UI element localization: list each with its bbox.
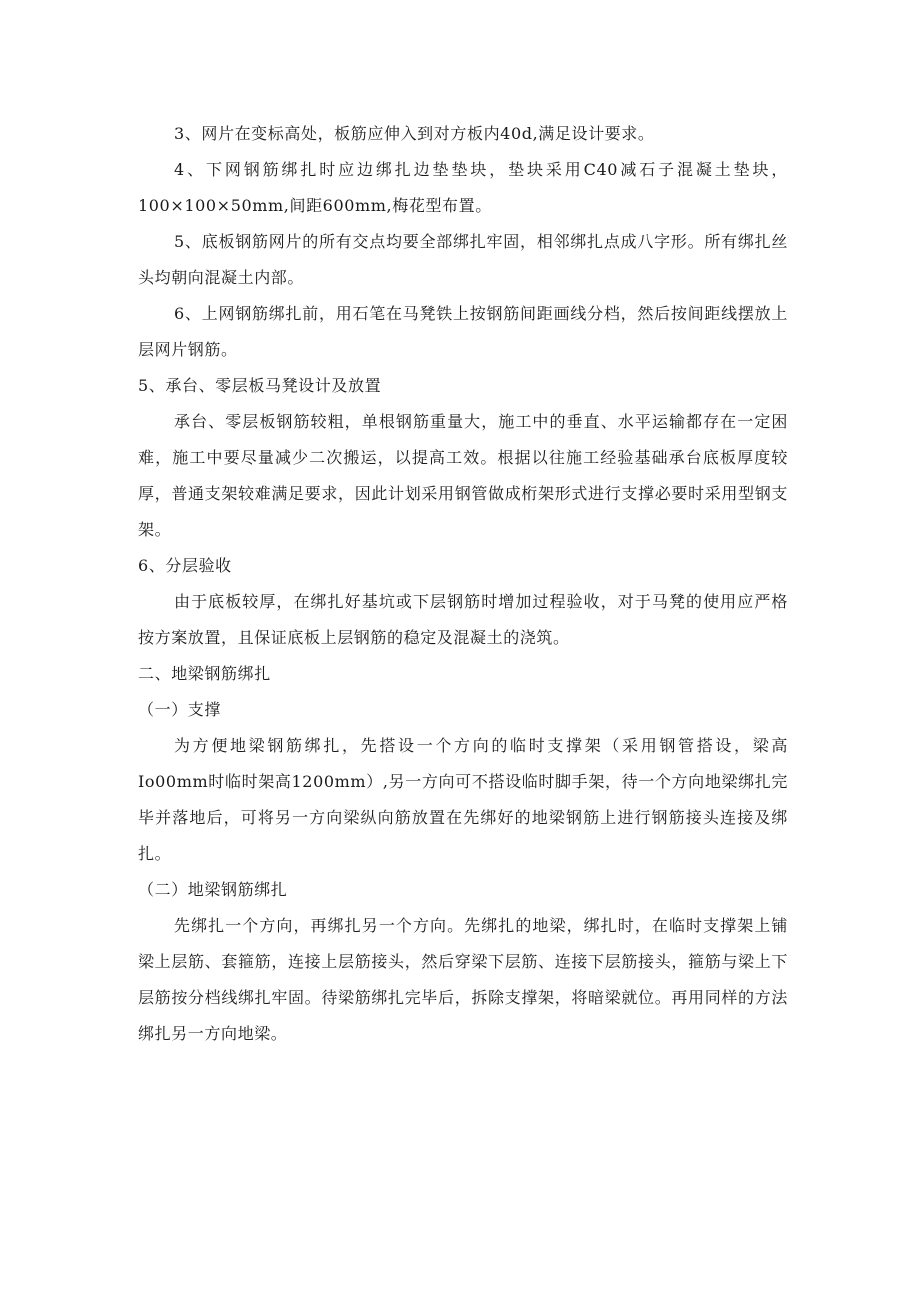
paragraph-mastool: 承台、零层板钢筋较粗，单根钢筋重量大，施工中的垂直、水平运输都存在一定困难，施工中要尽量减少二次搬运，以提高工效。根据以往施工经验基础承台底板厚度较厚，普通支架较难满足要求，因此计划采用钢管做成桁架形式进行支撑必要时采用型钢支架。 [138,412,788,539]
subsection-heading-support: （一）支撑 [138,700,222,719]
paragraph-item-3: 3、网片在变标高处，板筋应伸入到对方板内40d,满足设计要求。 [174,124,655,143]
section-heading-acceptance: 6、分层验收 [138,556,232,575]
paragraph-item-4: 4、下网钢筋绑扎时应边绑扎边垫垫块，垫块采用C40减石子混凝土垫块，100×100×50mm,间距600mm,梅花型布置。 [138,160,788,215]
document-body [138,116,788,1052]
paragraph-binding: 先绑扎一个方向，再绑扎另一个方向。先绑扎的地梁，绑扎时，在临时支撑架上铺梁上层筋、套箍筋，连接上层筋接头，然后穿梁下层筋、连接下层筋接头，箍筋与梁上下层筋按分档线绑扎牢固。待梁筋绑扎完毕后，拆除支撑架，将暗梁就位。再用同样的方法绑扎另一方向地梁。 [138,916,788,1043]
section-heading-mastool: 5、承台、零层板马凳设计及放置 [138,376,382,395]
chapter-heading-ground-beam: 二、地梁钢筋绑扎 [138,664,271,683]
paragraph-item-5: 5、底板钢筋网片的所有交点均要全部绑扎牢固，相邻绑扎点成八字形。所有绑扎丝头均朝向混凝土内部。 [138,232,788,287]
subsection-heading-binding: （二）地梁钢筋绑扎 [138,880,288,899]
paragraph-item-6: 6、上网钢筋绑扎前，用石笔在马凳铁上按钢筋间距画线分档，然后按间距线摆放上层网片钢筋。 [138,304,788,359]
paragraph-acceptance: 由于底板较厚，在绑扎好基坑或下层钢筋时增加过程验收，对于马凳的使用应严格按方案放置，且保证底板上层钢筋的稳定及混凝土的浇筑。 [138,592,788,647]
paragraph-support: 为方便地梁钢筋绑扎，先搭设一个方向的临时支撑架（采用钢管搭设，梁高Io00mm时临时架高1200mm）,另一方向可不搭设临时脚手架，待一个方向地梁绑扎完毕并落地后，可将另一方向梁纵向筋放置在先绑好的地梁钢筋上进行钢筋接头连接及绑扎。 [138,736,788,863]
